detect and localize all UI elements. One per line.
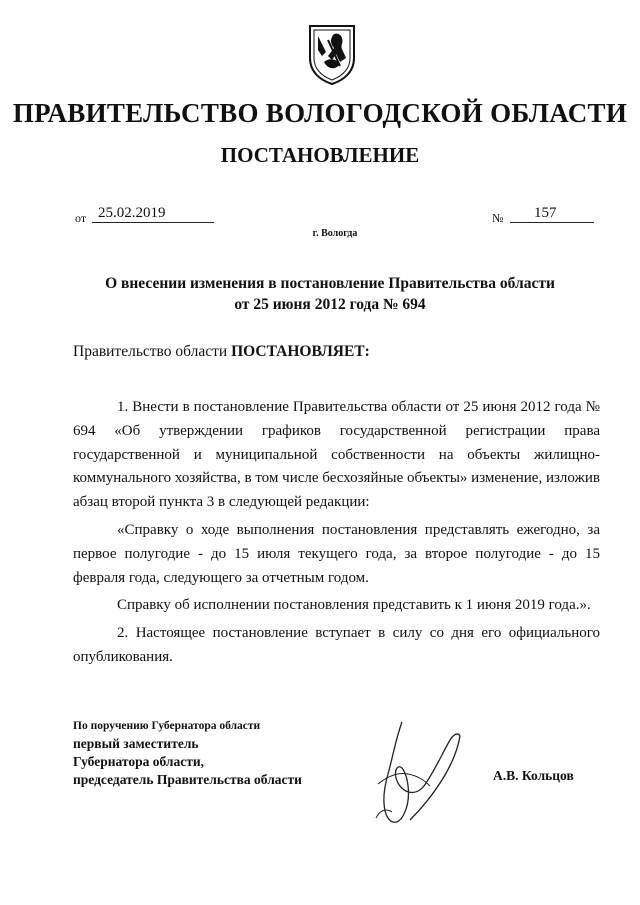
preamble-bold: ПОСТАНОВЛЯЕТ: [231, 343, 370, 360]
preamble-text: Правительство области [73, 343, 232, 360]
paragraph-3: Справку об исполнении постановления представить к 1 июня 2019 года.». [117, 597, 591, 614]
signer-line-3: Губернатора области, [73, 754, 204, 769]
paragraph-2: «Справку о ходе выполнения постановления представлять ежегодно, за первое полугодие - до 15 июля текущего года, за второе полугодие - до 15 февраля года, следующего за отчетным годом. [73, 521, 600, 586]
signer-position [73, 717, 302, 789]
date-prefix: от [75, 211, 87, 225]
signer-line-4: председатель Правительства области [73, 772, 302, 787]
organization-title: ПРАВИТЕЛЬСТВО ВОЛОГОДСКОЙ ОБЛАСТИ [12, 98, 628, 128]
signer-line-2: первый заместитель [73, 736, 199, 751]
preamble [73, 343, 370, 361]
subject-line-2: от 25 июня 2012 года № 694 [234, 296, 426, 313]
document-body [73, 396, 600, 670]
document-date: 25.02.2019 [92, 205, 214, 223]
number-prefix: № [492, 211, 504, 225]
paragraph-4: 2. Настоящее постановление вступает в силу со дня его официального опубликования. [73, 625, 600, 665]
city: г. Вологда [312, 228, 358, 239]
document-type: ПОСТАНОВЛЕНИЕ [220, 143, 420, 167]
document-subject [60, 273, 600, 315]
handwritten-signature [358, 714, 470, 832]
document-number: 157 [510, 205, 594, 223]
signer-name: А.В. Кольцов [493, 768, 574, 783]
signer-line-1: По поручению Губернатора области [73, 720, 261, 732]
subject-line-1: О внесении изменения в постановление Правительства области [105, 275, 555, 292]
paragraph-1: 1. Внести в постановление Правительства области от 25 июня 2012 года № 694 «Об утверждении графиков государственной регистрации права государственной и муниципальной собственности на объекты жилищно-коммунального хозяйства, в том числе бесхозяйные объекты» изменение, изложив абзац второй пункта 3 в следующей редакции: [73, 399, 600, 511]
coat-of-arms-icon [306, 22, 358, 86]
